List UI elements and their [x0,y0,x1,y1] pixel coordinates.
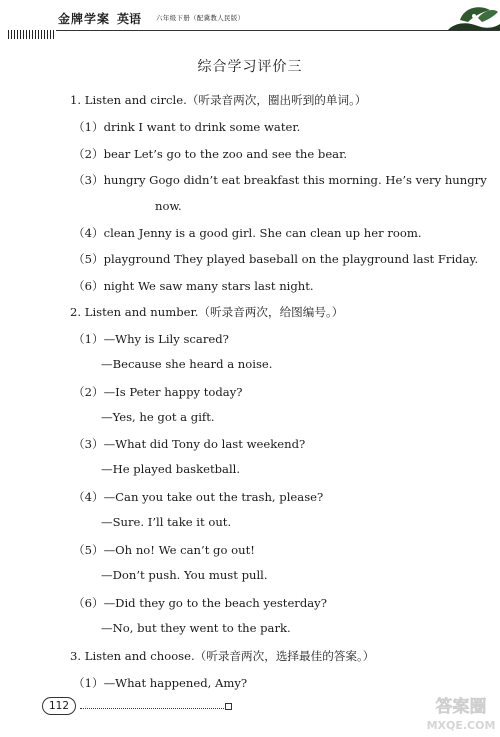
question-text: —Why is Lily scared? [103,332,229,346]
book-grade: 六年级下册（配冀教人民版） [156,14,245,22]
section3-heading: 3. Listen and choose.（听录音两次，选择最佳的答案。） [70,649,375,663]
item-number: （2） [73,147,104,161]
item-number: （5） [73,252,104,266]
page-header [0,0,500,40]
footer-dotted-rule [80,708,226,709]
section2-item-3-question [73,436,305,452]
item-number: （3） [73,437,104,451]
section1-item-4 [73,225,422,241]
watermark-text-bottom: MXQE.COM [426,719,496,732]
section1-item-5 [73,251,478,267]
question-text: —Can you take out the trash, please? [103,490,324,504]
item-number: （4） [73,490,104,504]
section1-item-3-continued: now. [155,199,182,213]
question-text: —What happened, Amy? [103,676,248,690]
item-number: （2） [73,385,104,399]
item-number: （1） [73,120,104,134]
section2-item-2-question [73,384,242,400]
item-text: drink I want to drink some water. [103,120,301,134]
section2-heading: 2. Listen and number.（听录音两次，给图编号。） [70,305,344,319]
leaf-decoration-icon [448,0,500,30]
header-divider [56,30,500,31]
section2-item-3-answer: —He played basketball. [101,462,241,476]
watermark-logo [424,690,498,734]
section2-item-4-question [73,489,323,505]
section1-item-6 [73,278,314,294]
item-text: hungry Gogo didn’t eat breakfast this morning. He’s very hungry [103,173,487,187]
section2-item-1-answer: —Because she heard a noise. [101,357,273,371]
watermark-text-top: 答案圈 [435,697,487,717]
item-number: （1） [73,332,104,346]
question-text: —Did they go to the beach yesterday? [103,596,327,610]
item-number: （3） [73,173,104,187]
item-text: playground They played baseball on the playground last Friday. [103,252,479,266]
section2-item-6-answer: —No, but they went to the park. [101,621,291,635]
section1-item-2 [73,146,347,162]
section1-item-3 [73,172,487,188]
item-number: （6） [73,596,104,610]
footer-square-marker [225,703,232,710]
section2-item-6-question [73,595,327,611]
item-number: （4） [73,226,104,240]
page-number: 112 [42,697,76,715]
question-text: —Oh no! We can’t go out! [103,543,255,557]
section1-heading: 1. Listen and circle.（听录音两次，圈出听到的单词。） [70,93,367,107]
question-text: —Is Peter happy today? [103,385,243,399]
section2-item-1-question [73,331,229,347]
page-title: 综合学习评价三 [197,59,303,75]
section2-item-2-answer: —Yes, he got a gift. [101,410,215,424]
item-number: （6） [73,279,104,293]
section2-item-5-question [73,542,255,558]
item-text: night We saw many stars last night. [103,279,314,293]
book-subject: 英语 [117,12,142,26]
section3-item-1-question [73,675,247,691]
section2-item-4-answer: —Sure. I’ll take it out. [101,515,232,529]
book-brand: 金牌学案 [58,12,111,26]
item-text: bear Let’s go to the zoo and see the bear. [103,147,348,161]
item-number: （5） [73,543,104,557]
question-text: —What did Tony do last weekend? [103,437,306,451]
item-number: （1） [73,676,104,690]
barcode-decoration [8,30,54,39]
section2-item-5-answer: —Don’t push. You must pull. [101,568,268,582]
item-text: clean Jenny is a good girl. She can clean up her room. [103,226,422,240]
section1-item-1 [73,119,300,135]
